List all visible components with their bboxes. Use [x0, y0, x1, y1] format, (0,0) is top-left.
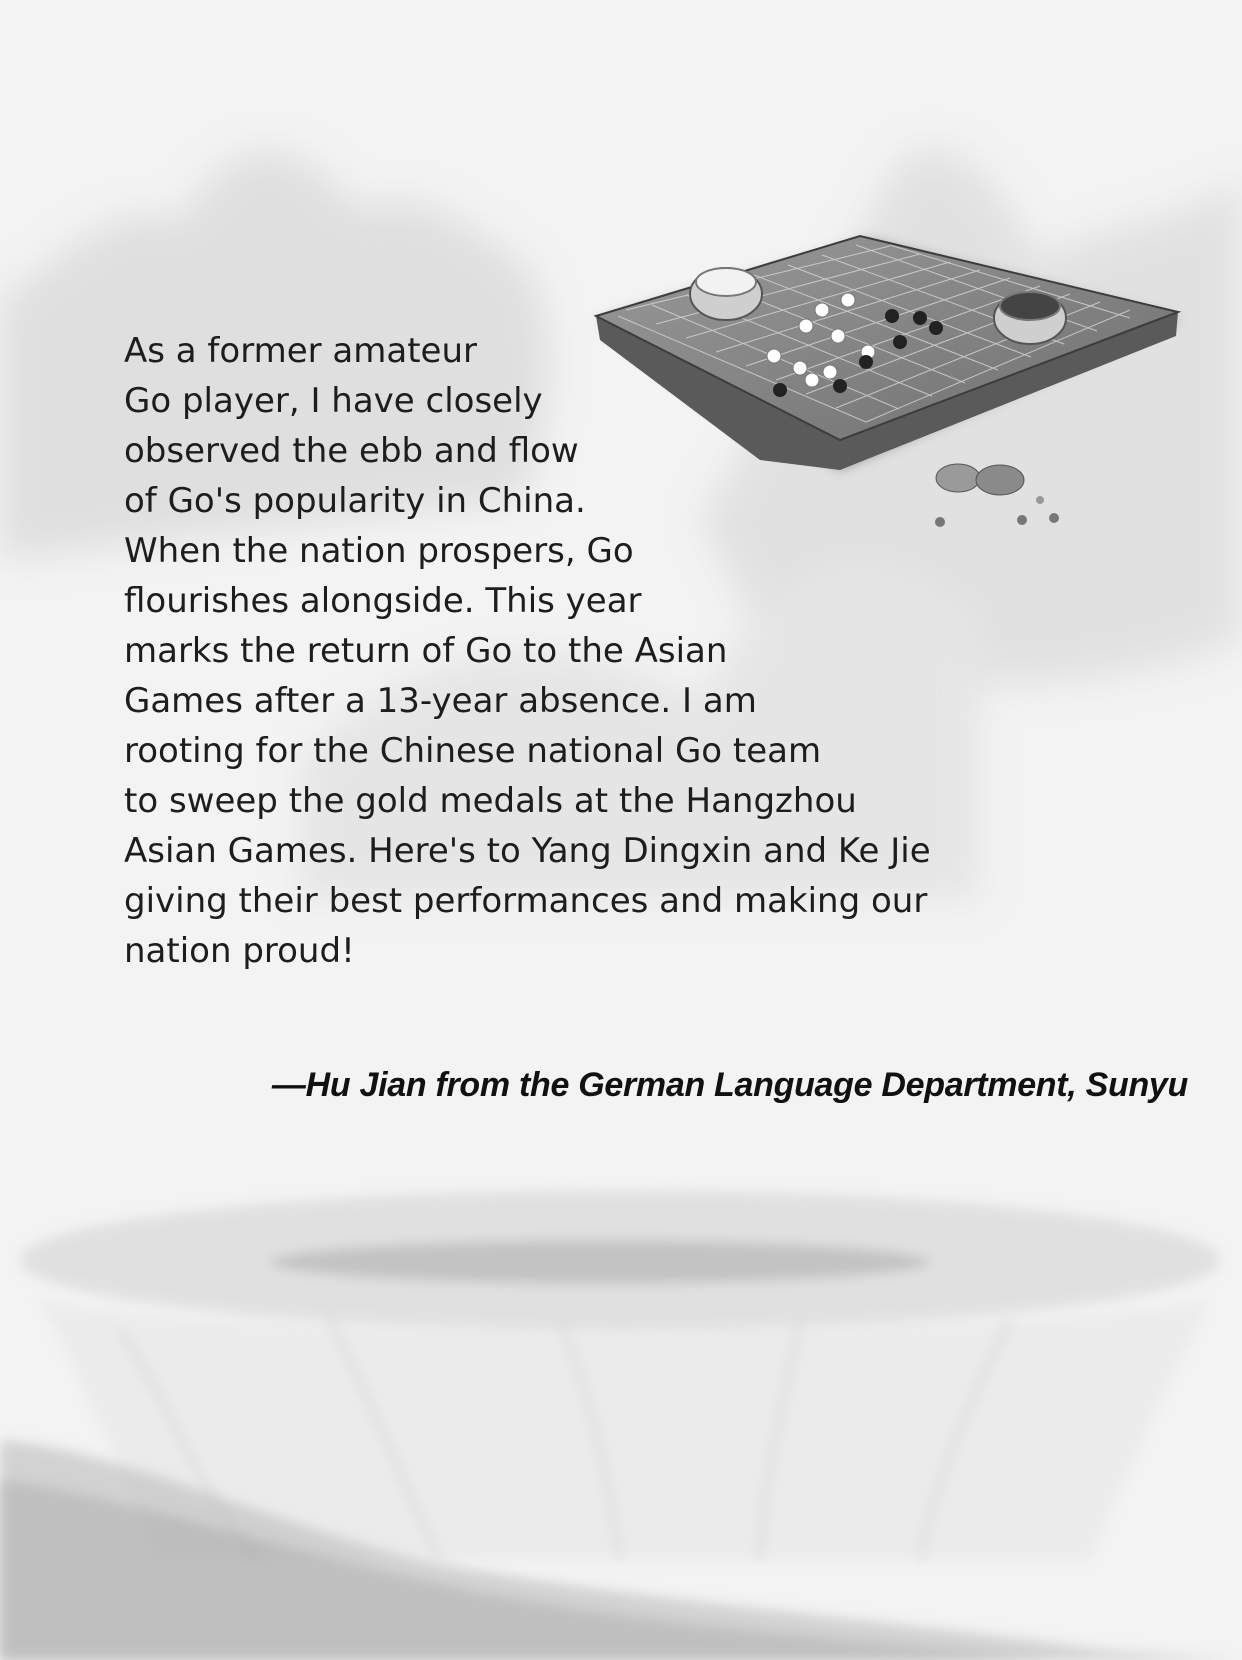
quote-line: Games after a 13-year absence. I am — [124, 681, 757, 721]
quote-paragraph — [124, 326, 964, 976]
attribution: —Hu Jian from the German Language Department, Sunyu — [271, 1066, 1188, 1104]
black-stone-bowl — [994, 292, 1066, 344]
quote-line: rooting for the Chinese national Go team — [124, 731, 822, 771]
quote-line: to sweep the gold medals at the Hangzhou — [124, 781, 857, 821]
quote-line: flourishes alongside. This year — [124, 581, 642, 621]
quote-line: observed the ebb and flow — [124, 431, 579, 471]
white-stone-bowl — [690, 268, 762, 320]
quote-line: nation proud! — [124, 931, 355, 971]
quote-line: Go player, I have closely — [124, 381, 543, 421]
quote-line: Asian Games. Here's to Yang Dingxin and Ke Jie — [124, 831, 931, 871]
quote-line: marks the return of Go to the Asian — [124, 631, 728, 671]
quote-line: As a former amateur — [124, 331, 477, 371]
quote-line: giving their best performances and making our — [124, 881, 928, 921]
quote-line: When the nation prospers, Go — [124, 531, 634, 571]
quote-line: of Go's popularity in China. — [124, 481, 586, 521]
